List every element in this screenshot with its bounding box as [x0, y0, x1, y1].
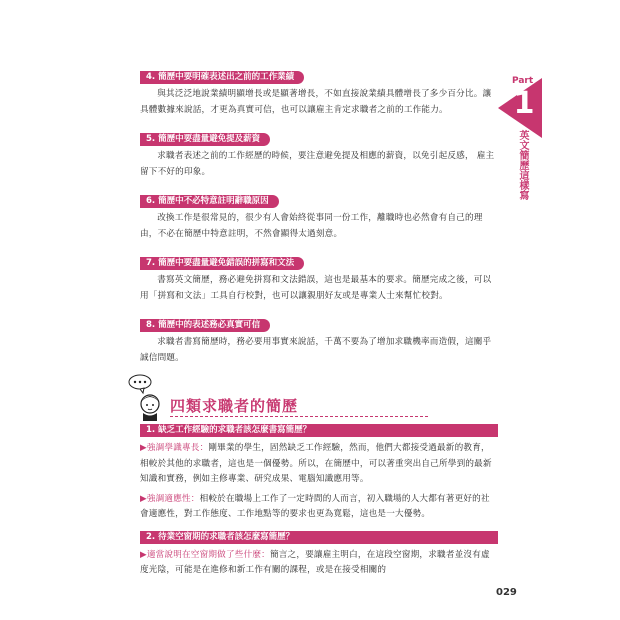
part-number: 1 — [513, 86, 535, 121]
bullet-text: 相較於在職場上工作了一定時間的人而言，初入職場的人大都有著更好的社會適應性，對工作態度、工作地點等的要求也更為寬鬆，這也是一大優勢。 — [140, 493, 490, 519]
part-label: Part — [512, 76, 534, 86]
triangle-bullet-icon: ▶ — [140, 493, 147, 504]
triangle-bullet-icon: ▶ — [140, 549, 147, 560]
tip-body: 書寫英文簡歷，務必避免拼寫和文法錯誤，這也是最基本的要求。簡歷完成之後，可以用「拼寫和文法」工具自行校對，也可以讓親朋好友或是專業人士來幫忙校對。 — [140, 275, 492, 301]
tip-body: 求職者表述之前的工作經歷的時候，要注意避免提及相應的薪資，以免引起反感， 雇主留下不好的印象。 — [140, 151, 495, 177]
tip-body: 求職者書寫簡歷時，務必要用事實來說話，千萬不要為了增加求職機率而造假，這關乎誠信問題。 — [140, 337, 492, 363]
tip-7 — [140, 250, 498, 304]
tip-heading: 6. 簡歷中不必特意註明辭職原因 — [140, 195, 279, 208]
section-header — [140, 376, 498, 424]
tip-heading: 4. 簡歷中要明確表述出之前的工作業績 — [140, 71, 304, 84]
question-heading: 2. 待業空窗期的求職者該怎麼寫簡歷？ — [140, 531, 498, 544]
bullet-key: 強調適應性： — [146, 493, 200, 504]
bullet-key: 適當說明在空窗期做了些什麼： — [146, 549, 270, 560]
chapter-title-vertical: 英文簡歷這樣寫 — [517, 130, 528, 200]
bullet-item — [140, 492, 498, 523]
question-heading: 1. 缺乏工作經驗的求職者該怎麼書寫簡歷？ — [140, 424, 498, 437]
tip-heading: 7. 簡歷中要盡量避免錯誤的拼寫和文法 — [140, 257, 304, 270]
section-underline — [170, 416, 428, 417]
question-1 — [140, 424, 498, 523]
tip-5 — [140, 126, 498, 180]
tip-8 — [140, 312, 498, 366]
tip-6 — [140, 188, 498, 242]
bullet-key: 強調學識專長： — [146, 443, 209, 453]
bullet-text: 簡言之，要讓雇主明白，在這段空窗期，求職者並沒有虛度光陰，可能是在進修和新工作有關的課程，或是在接受相關的 — [140, 549, 490, 575]
tip-4 — [140, 64, 498, 118]
mascot-icon — [128, 374, 168, 422]
page-number: 029 — [496, 587, 517, 598]
bullet-item — [140, 441, 498, 488]
question-2 — [140, 531, 498, 579]
tip-heading: 5. 簡歷中要盡量避免提及薪資 — [140, 133, 270, 146]
tip-heading: 8. 簡歷中的表述務必真實可信 — [140, 319, 270, 332]
triangle-bullet-icon: ▶ — [140, 443, 147, 453]
tip-body: 與其泛泛地說業績明顯增長或是顯著增長，不如直接說業績具體增長了多少百分比。讓具體數據來說話，才更為真實可信，也可以讓雇主肯定求職者之前的工作能力。 — [140, 89, 492, 115]
bullet-item — [140, 548, 498, 579]
section-title: 四類求職者的簡歷 — [170, 397, 299, 415]
tip-body: 改換工作是很常見的，很少有人會始終從事同一份工作，離職時也必然會有自己的理由，不必在簡歷中特意註明，不然會顯得太過刻意。 — [140, 213, 483, 239]
main-content — [140, 64, 498, 587]
bullet-text: 剛畢業的學生，固然缺乏工作經驗，然而，他們大都接受過最新的教育，相較於其他的求職者，這也是一個優勢。所以，在簡歷中，可以著重突出自己所學到的最新知識和實務，例如主修專業、研究成果、電腦知識應用等。 — [140, 443, 492, 484]
